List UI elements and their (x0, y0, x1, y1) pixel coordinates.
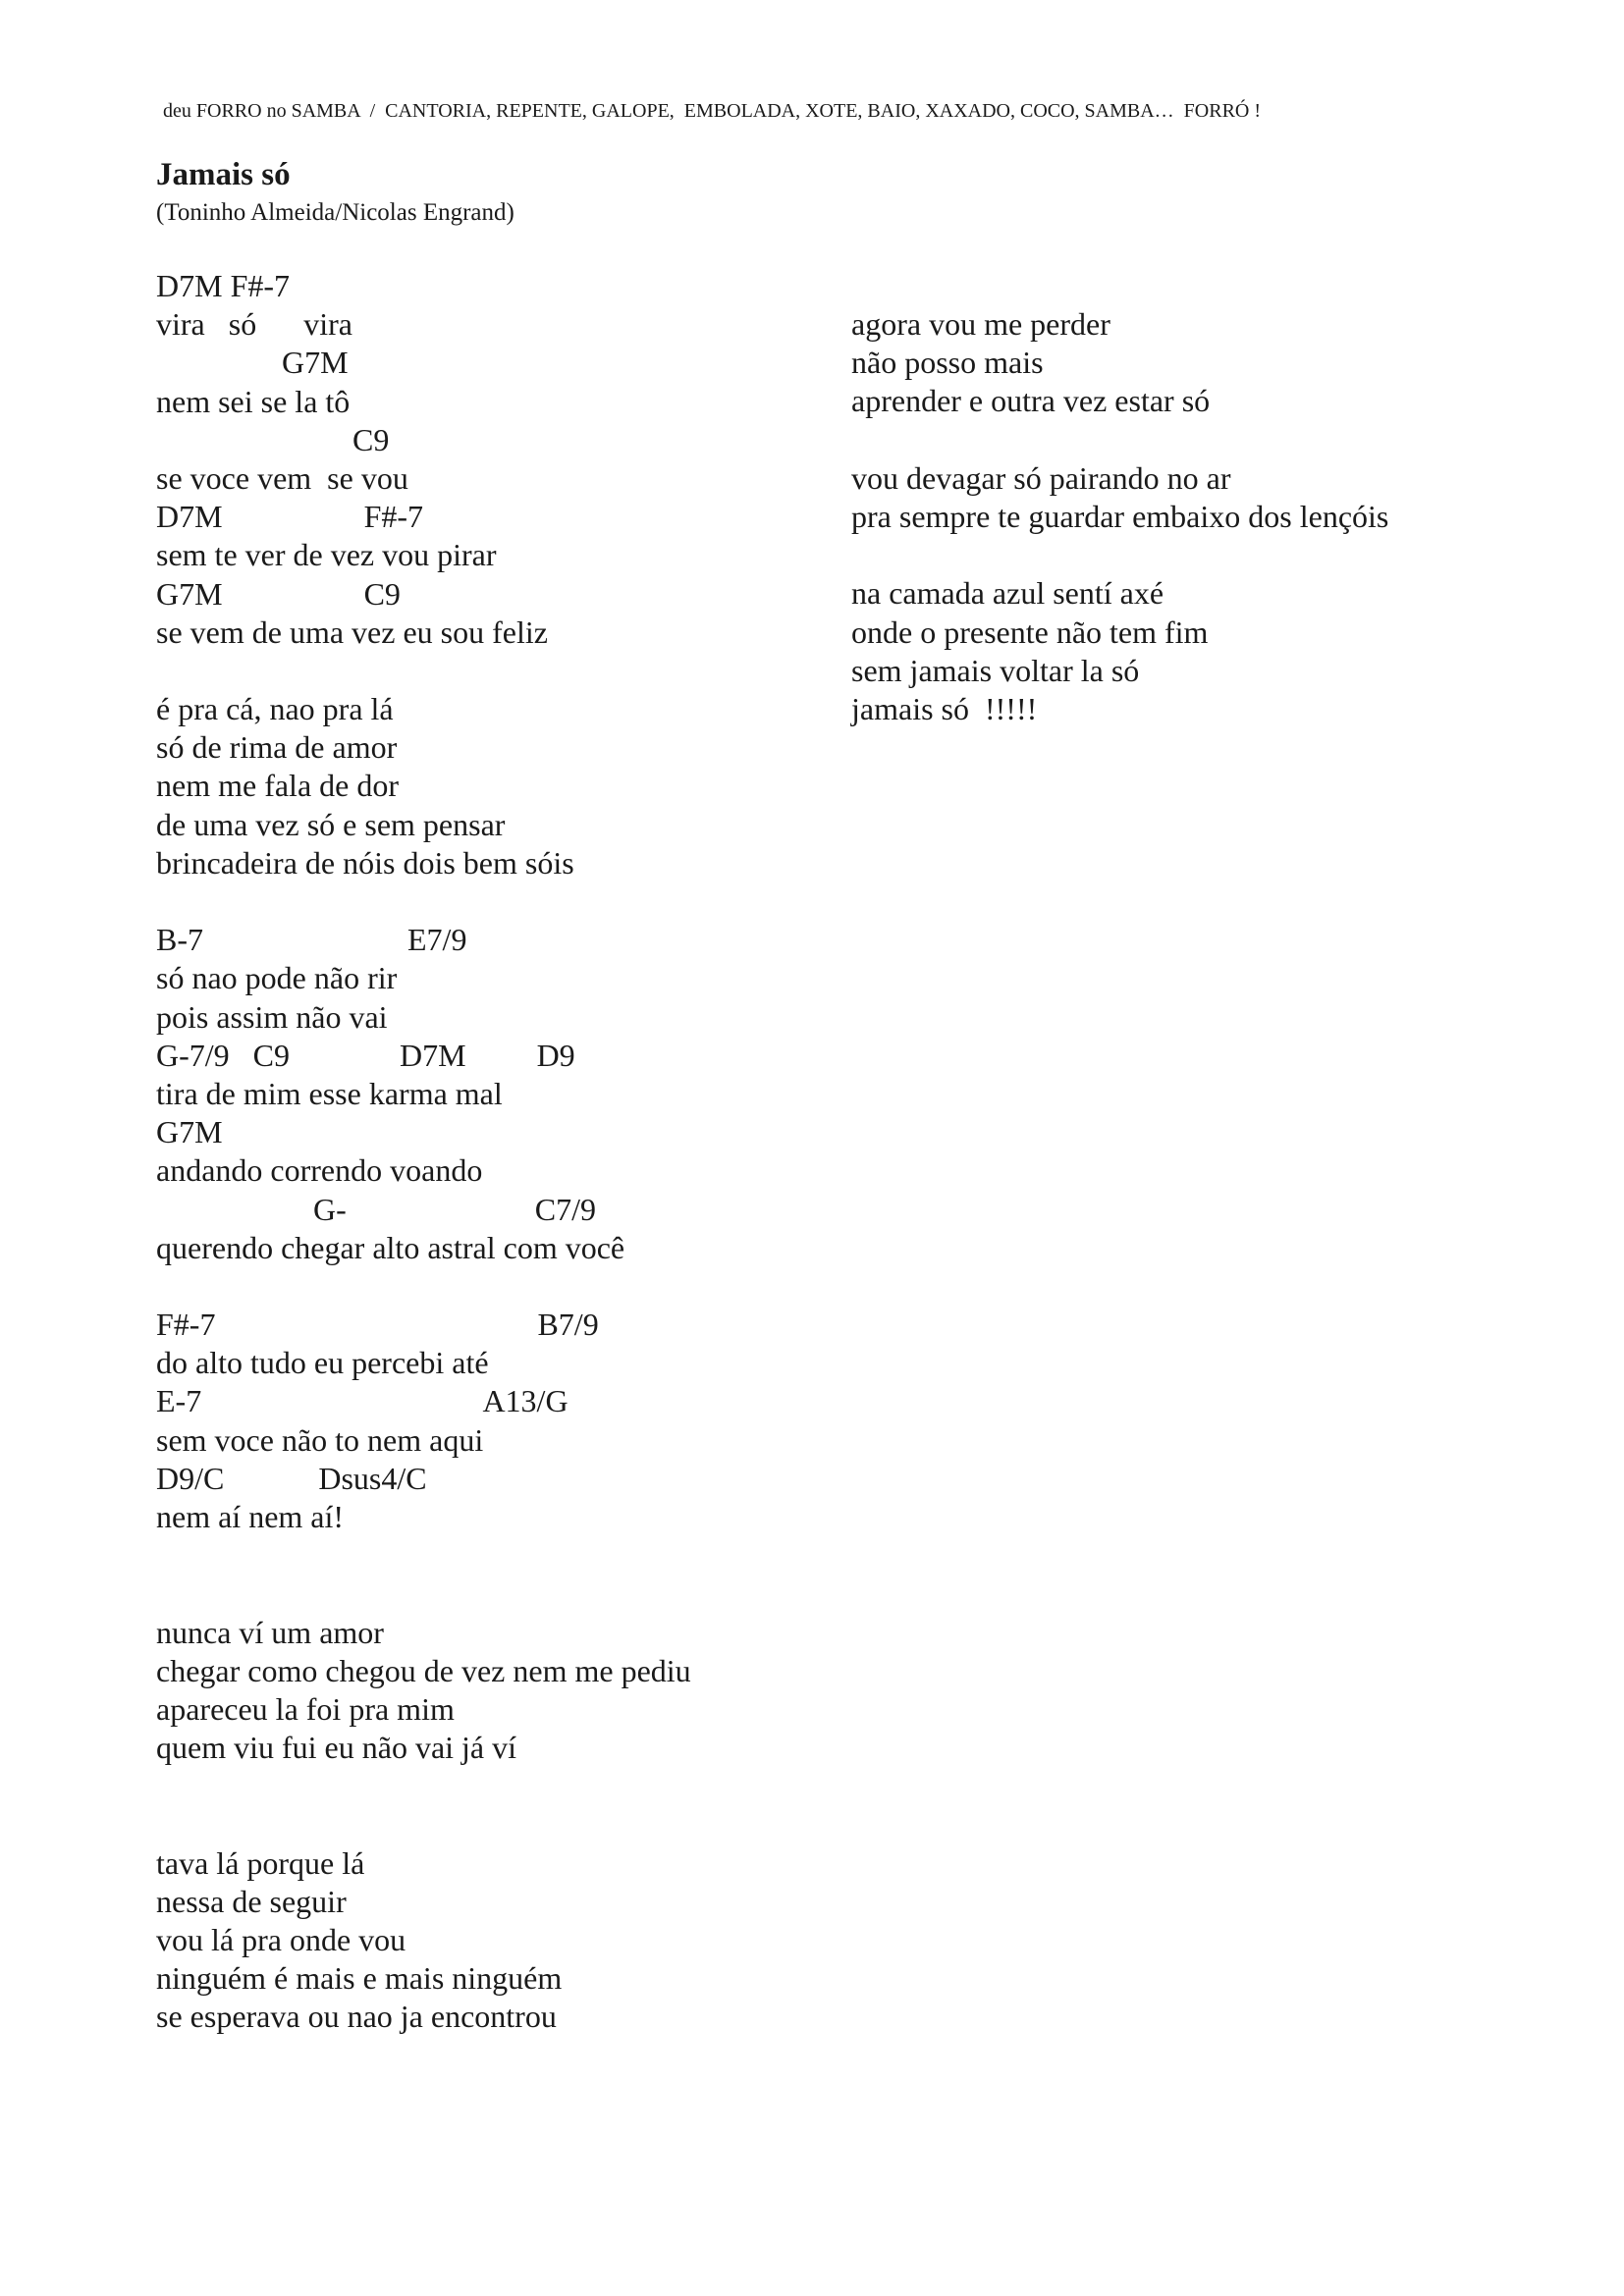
lyric-line: de uma vez só e sem pensar (156, 806, 506, 842)
lyric-line: do alto tudo eu percebi até (156, 1345, 489, 1381)
lyric-line: pra sempre te guardar embaixo dos lençóis (851, 498, 1389, 534)
lyric-line: G7M (156, 1114, 223, 1150)
lyric-line: jamais só !!!!! (851, 690, 1038, 726)
lyrics-right-column (851, 305, 1388, 728)
lyric-line: nem sei se la tô (156, 383, 351, 419)
page-header: deu FORRO no SAMBA / CANTORIA, REPENTE, GALOPE, EMBOLADA, XOTE, BAIO, XAXADO, COCO, SAMBA… FORRÓ ! (163, 100, 1262, 122)
lyric-line: chegar como chegou de vez nem me pediu (156, 1652, 691, 1688)
lyric-line: se voce vem se vou (156, 459, 408, 496)
blank-line (851, 536, 1388, 574)
lyric-line: apareceu la foi pra mim (156, 1690, 455, 1727)
lyric-line: se vem de uma vez eu sou feliz (156, 614, 548, 650)
lyric-line: sem voce não to nem aqui (156, 1421, 484, 1458)
lyric-line: G-7/9 C9 D7M D9 (156, 1037, 575, 1073)
lyric-line: ninguém é mais e mais ninguém (156, 1960, 563, 1997)
lyric-line: E-7 A13/G (156, 1383, 568, 1419)
lyric-line: vou devagar só pairando no ar (851, 459, 1231, 496)
lyric-line: pois assim não vai (156, 998, 388, 1035)
lyric-line: sem jamais voltar la só (851, 652, 1140, 688)
lyrics-left-column (156, 267, 691, 2037)
lyric-line: vou lá pra onde vou (156, 1922, 406, 1958)
lyric-line: F#-7 B7/9 (156, 1307, 599, 1343)
blank-line (156, 882, 691, 921)
lyric-line: C9 (156, 421, 390, 457)
lyric-line: querendo chegar alto astral com você (156, 1229, 625, 1265)
lyric-line: D7M F#-7 (156, 499, 424, 535)
lyric-line: G- C7/9 (156, 1191, 596, 1227)
lyric-line: nem me fala de dor (156, 768, 399, 804)
lyric-line: quem viu fui eu não vai já ví (156, 1730, 517, 1766)
lyric-line: agora vou me perder (851, 306, 1110, 342)
lyric-line: é pra cá, nao pra lá (156, 691, 394, 727)
lyric-line: D9/C Dsus4/C (156, 1460, 427, 1496)
lyric-line: aprender e outra vez estar só (851, 383, 1211, 419)
lyric-line: sem te ver de vez vou pirar (156, 537, 497, 573)
song-title: Jamais só (156, 157, 291, 192)
lyric-line: tava lá porque lá (156, 1844, 365, 1881)
blank-line (156, 1267, 691, 1306)
lyric-line: nem aí nem aí! (156, 1499, 345, 1534)
lyric-line: G7M C9 (156, 575, 401, 612)
blank-line (156, 1575, 691, 1613)
blank-line (156, 1767, 691, 1805)
lyric-line: se esperava ou nao ja encontrou (156, 1999, 557, 2035)
song-credits: (Toninho Almeida/Nicolas Engrand) (156, 199, 514, 226)
lyric-line: onde o presente não tem fim (851, 614, 1209, 650)
lyric-line: G7M (156, 345, 349, 381)
lyric-line: só nao pode não rir (156, 960, 398, 996)
lyric-line: D7M F#-7 (156, 268, 291, 303)
blank-line (156, 1536, 691, 1575)
lyric-line: vira só vira (156, 306, 352, 343)
lyric-line: brincadeira de nóis dois bem sóis (156, 844, 574, 881)
blank-line (156, 652, 691, 690)
lyric-line: tira de mim esse karma mal (156, 1075, 503, 1111)
lyric-line: B-7 E7/9 (156, 922, 467, 958)
blank-line (156, 1806, 691, 1844)
lyric-line: nunca ví um amor (156, 1614, 384, 1650)
lyric-line: só de rima de amor (156, 729, 398, 766)
lyric-line: andando correndo voando (156, 1152, 483, 1189)
lyric-line: na camada azul sentí axé (851, 575, 1164, 612)
lyric-line: nessa de seguir (156, 1883, 347, 1919)
blank-line (851, 421, 1388, 459)
lyric-line: não posso mais (851, 345, 1044, 381)
